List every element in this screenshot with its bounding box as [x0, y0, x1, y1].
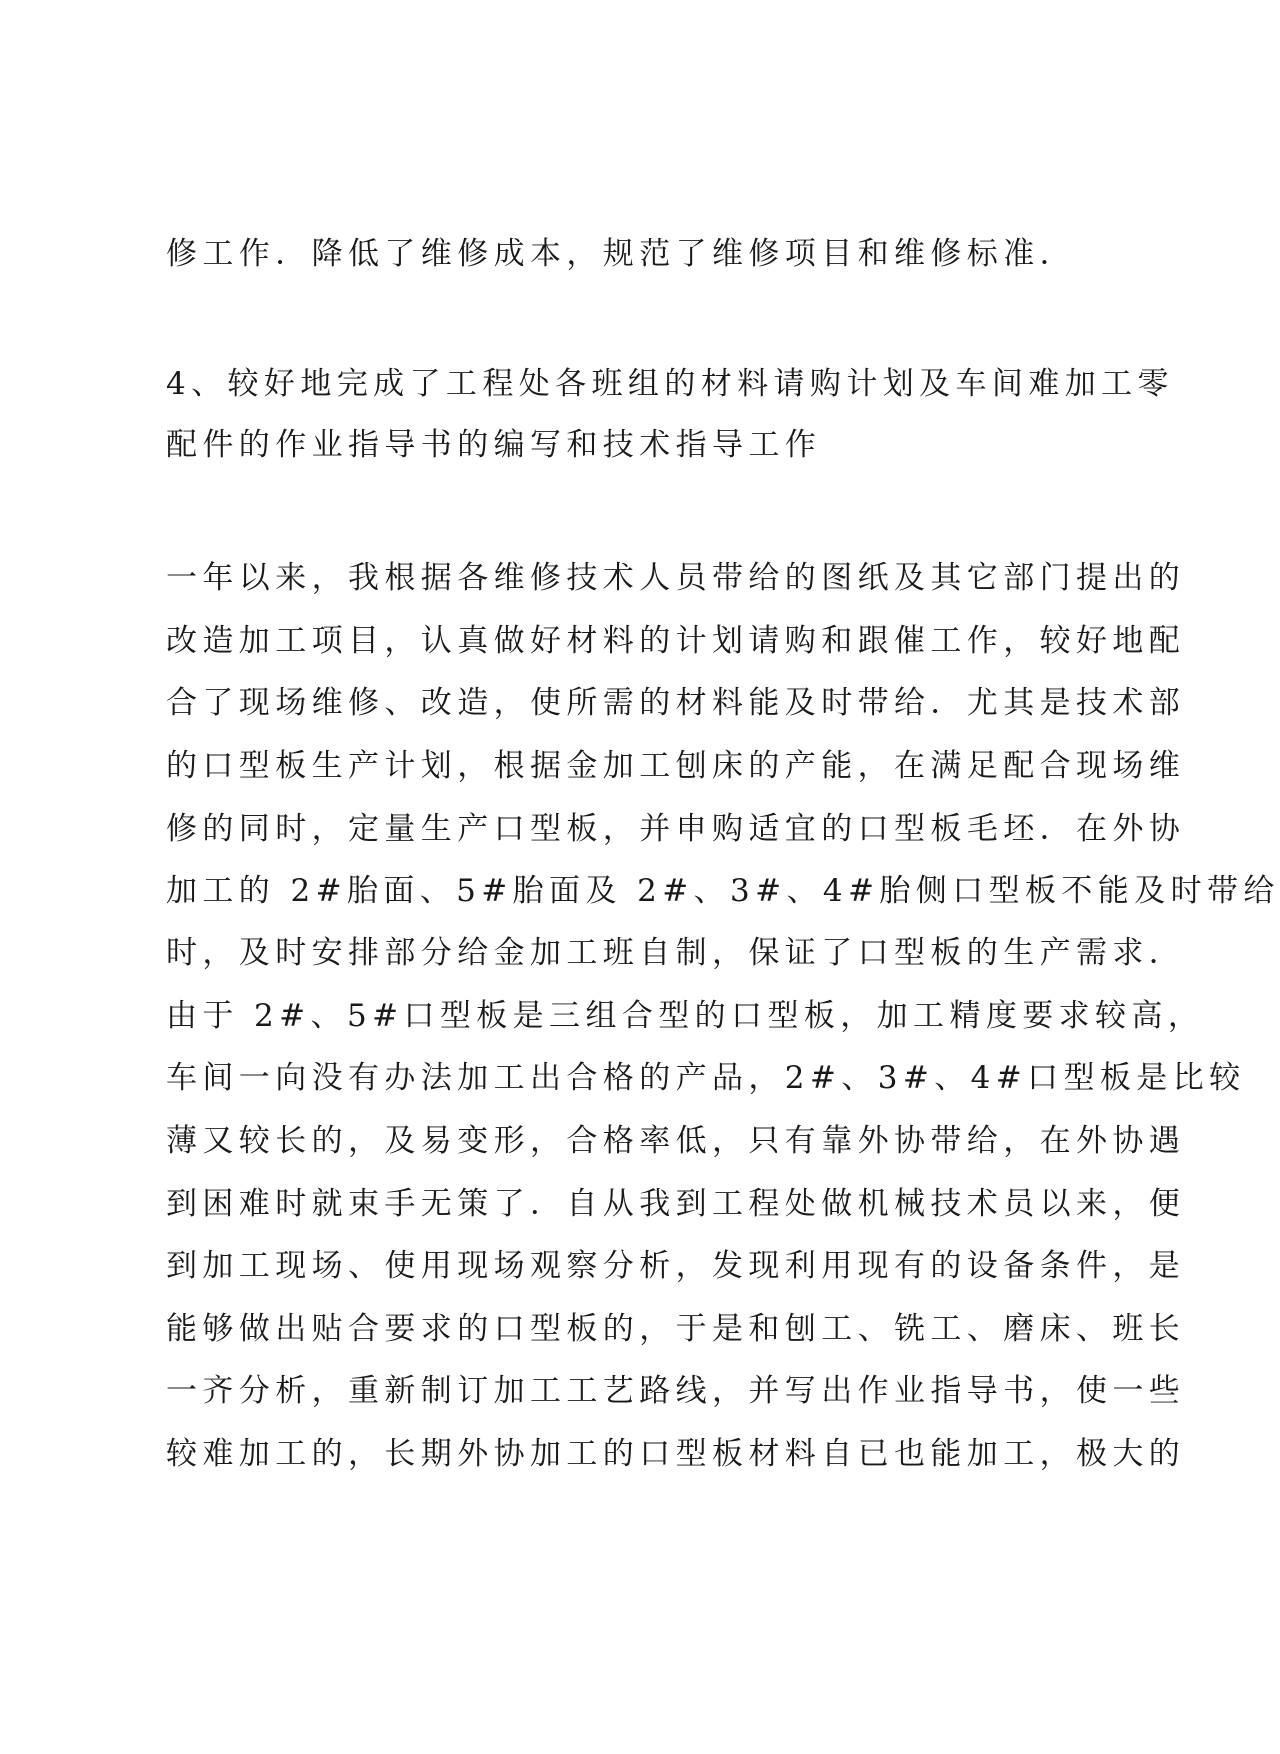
paragraph-3-line-1: 一年以来，我根据各维修技术人员带给的图纸及其它部门提出的	[166, 560, 1186, 596]
paragraph-3-line-14: 一齐分析，重新制订加工工艺路线，并写出作业指导书，使一些	[166, 1373, 1186, 1409]
paragraph-3-line-6: 加工的 2#胎面、5#胎面及 2#、3#、4#胎侧口型板不能及时带给	[166, 873, 1280, 909]
paragraph-3-line-12: 到加工现场、使用现场观察分析，发现利用现有的设备条件，是	[166, 1248, 1186, 1284]
paragraph-3-line-11: 到困难时就束手无策了．自从我到工程处做机械技术员以来，便	[166, 1186, 1186, 1222]
paragraph-3-line-2: 改造加工项目，认真做好材料的计划请购和跟催工作，较好地配	[166, 623, 1186, 659]
paragraph-3-line-8: 由于 2#、5#口型板是三组合型的口型板，加工精度要求较高，	[166, 998, 1205, 1034]
paragraph-3-line-13: 能够做出贴合要求的口型板的，于是和刨工、铣工、磨床、班长	[166, 1311, 1186, 1347]
paragraph-3-line-4: 的口型板生产计划，根据金加工刨床的产能，在满足配合现场维	[166, 748, 1186, 784]
paragraph-1-line-1: 修工作．降低了维修成本，规范了维修项目和维修标准．	[166, 236, 1076, 272]
paragraph-3-line-7: 时，及时安排部分给金加工班自制，保证了口型板的生产需求．	[166, 935, 1186, 971]
paragraph-3-line-10: 薄又较长的，及易变形，合格率低，只有靠外协带给，在外协遇	[166, 1123, 1186, 1159]
paragraph-2-line-2: 配件的作业指导书的编写和技术指导工作	[166, 427, 822, 463]
paragraph-3-line-5: 修的同时，定量生产口型板，并申购适宜的口型板毛坯．在外协	[166, 811, 1186, 847]
paragraph-2-line-1: 4、较好地完成了工程处各班组的材料请购计划及车间难加工零	[166, 366, 1174, 402]
paragraph-3-line-3: 合了现场维修、改造，使所需的材料能及时带给．尤其是技术部	[166, 685, 1186, 721]
paragraph-3-line-15: 较难加工的，长期外协加工的口型板材料自已也能加工，极大的	[166, 1436, 1186, 1472]
paragraph-3-line-9: 车间一向没有办法加工出合格的产品，2#、3#、4#口型板是比较	[166, 1060, 1246, 1096]
